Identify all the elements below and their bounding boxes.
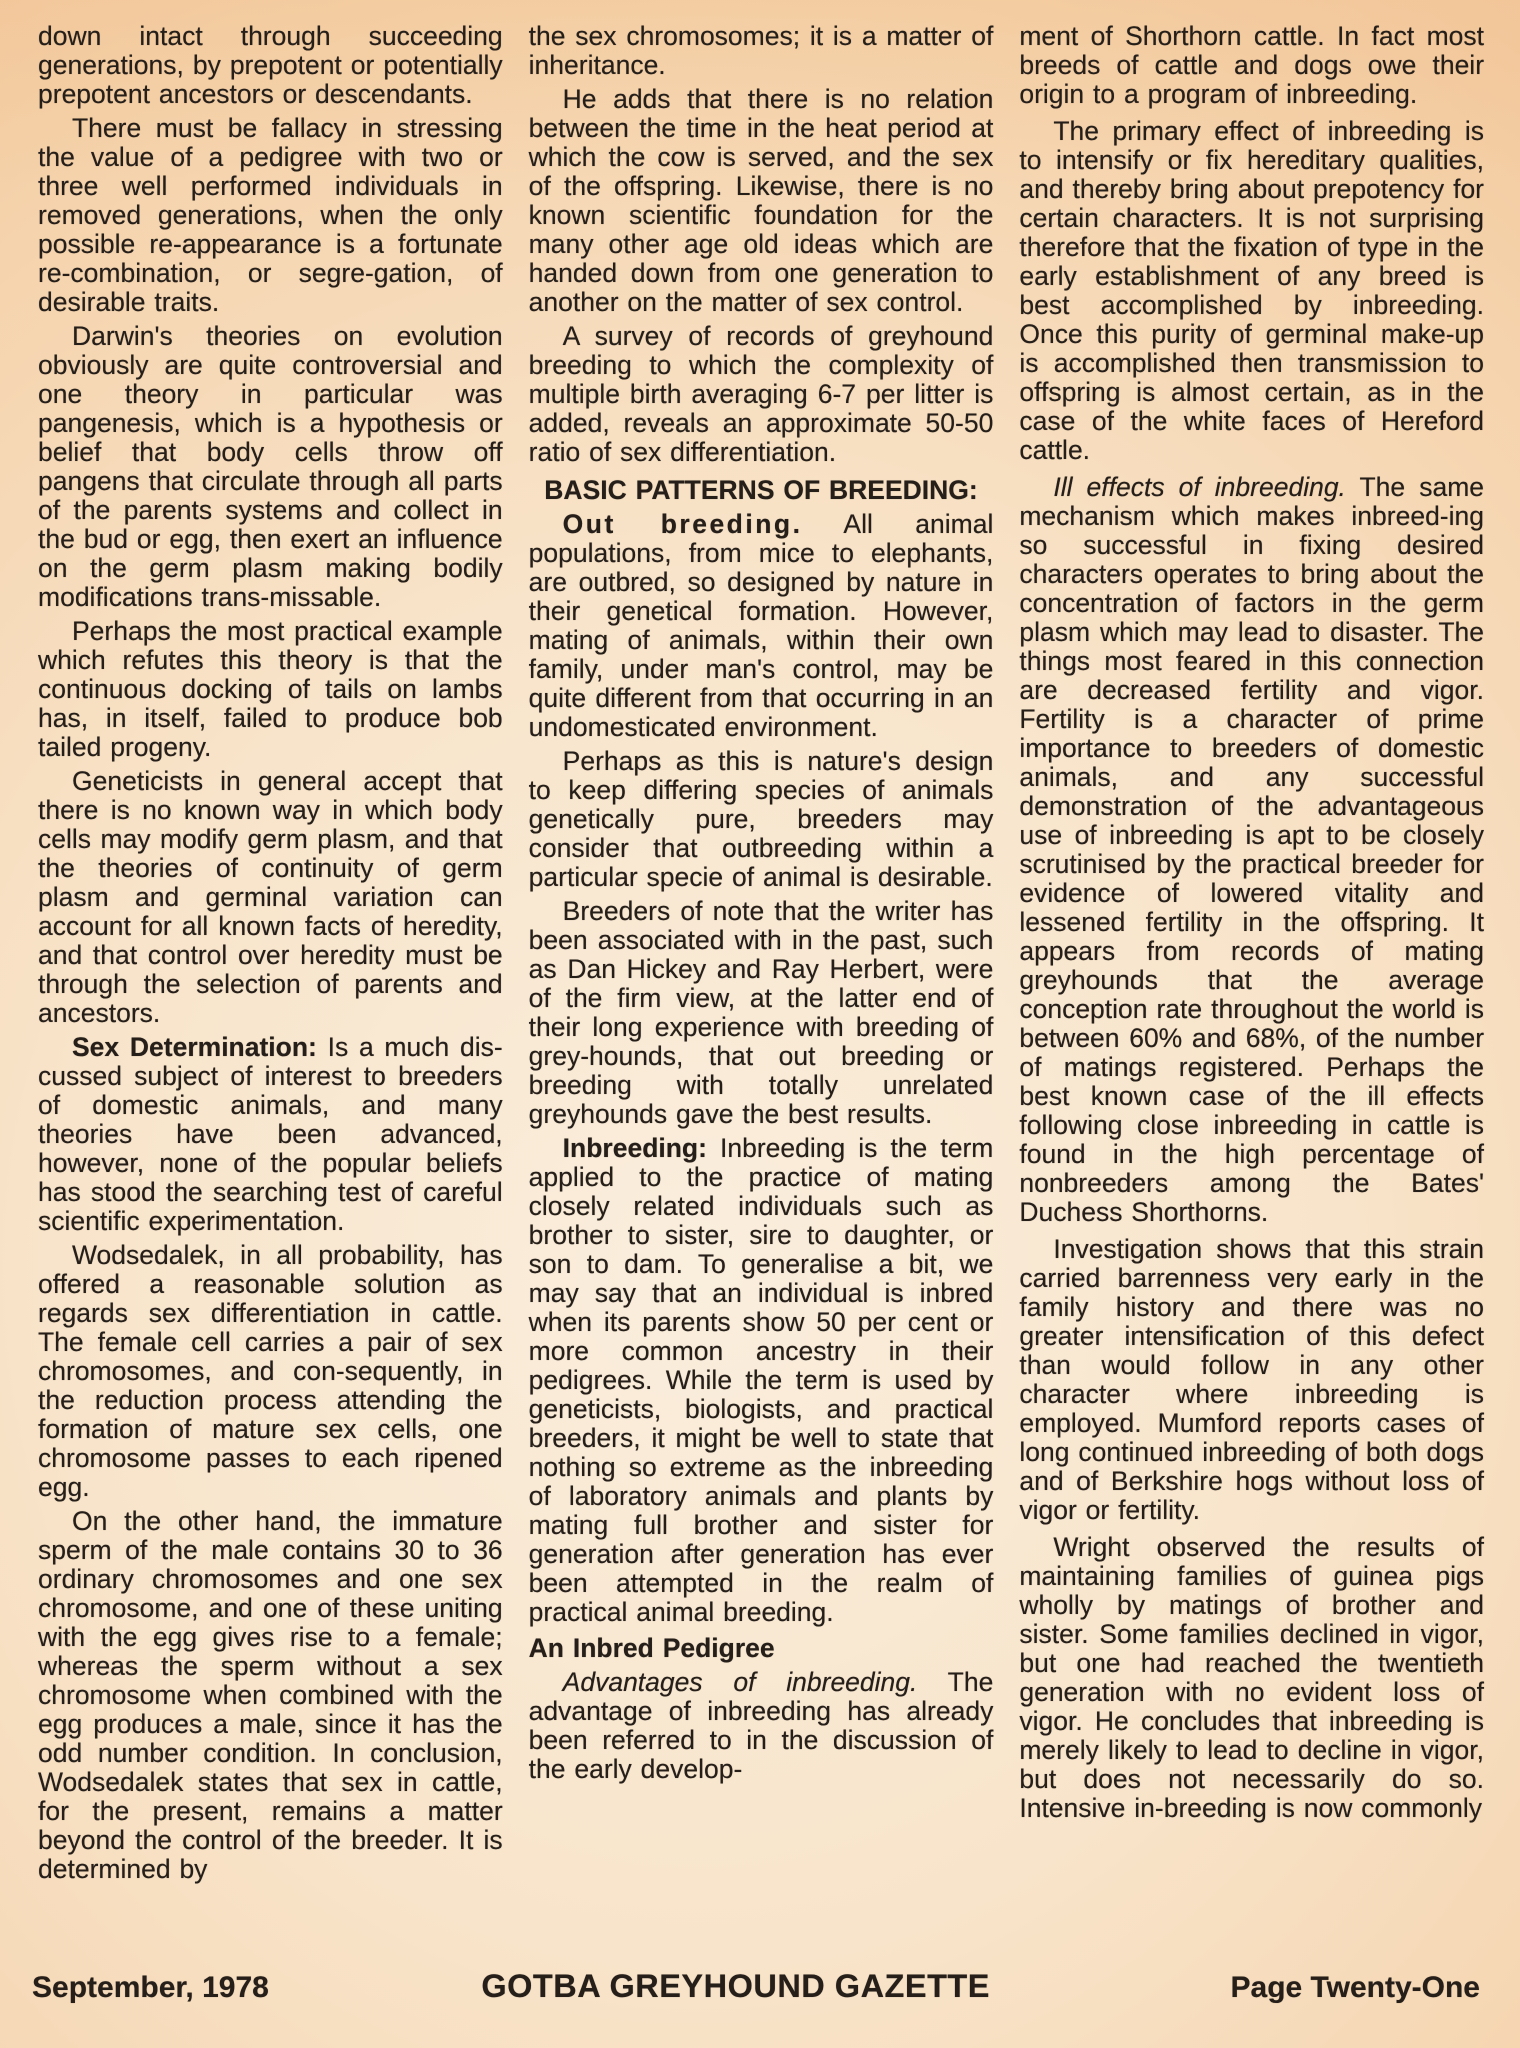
text-column-2 [529,22,994,1889]
footer-publication-title: GOTBA GREYHOUND GAZETTE [481,1968,990,2004]
page-footer [32,1968,1480,2005]
paragraph-text: The same mechanism which makes inbreed-ing so successful in fixing desired characters operates to bring about the concentration of factors in the germ plasm which may lead to disaster. The things most feared in this connection are decreased fertility and vigor. Fertility is a character of prime importance to breeders of domestic animals, and any successful demonstration of the advantageous use of inbreeding is apt to be closely scrutinised by the practical breeder for evidence of lowered vitality and lessened fertility in the offspring. It appears from records of mating greyhounds that the average conception rate throughout the world is between 60% and 68%, of the number of matings registered. Perhaps the best known case of the ill effects following close inbreeding in cattle is found in the high percentage of nonbreeders among the Bates' Duchess Shorthorns. [1019,472,1485,1227]
paragraph: down intact through succeeding generations, by prepotent or potentially prepotent ancestors or descendants. [38,21,503,109]
subsection-heading: An Inbred Pedigree [528,1633,775,1663]
paragraph-text: Inbreeding is the term applied to the practice of mating closely related individuals such as brother to sister, sire to daughter, or son to dam. To generalise a bit, we may say that an individual is inbred when its parents show 50 per cent or more common ancestry in their pedigrees. While the term is used by geneticists, biologists, and practical breeders, it might be well to state that nothing so extreme as the inbreeding of laboratory animals and plants by mating full brother and sister for generation after generation has ever been attempted in the realm of practical animal breeding. [528,1133,994,1627]
paragraph: ment of Shorthorn cattle. In fact most breeds of cattle and dogs owe their origin to a program of inbreeding. [1019,21,1485,109]
paragraph-text: All animal populations, from mice to elephants, are outbred, so designed by nature in their genetical formation. However, mating of animals, within their own family, under man's control, may be quite different from that occurring in an undomesticated environment. [528,509,994,742]
paragraph-sex-determination [38,1033,503,1236]
paragraph-out-breeding [529,510,994,742]
paragraph: Perhaps as this is nature's design to keep differing species of animals genetically pure, breeders may consider that outbreeding within a particular specie of animal is desirable. [528,746,994,892]
footer-page-number: Page Twenty-One [1230,1971,1480,2004]
paragraph: Investigation shows that this strain carried barrenness very early in the family history and there was no greater intensification of this defect than would follow in any other character where inbreeding is employed. Mumford reports cases of long continued inbreeding of both dogs and of Berkshire hogs without loss of vigor or fertility. [1019,1234,1485,1525]
text-column-1 [38,22,503,1889]
paragraph: Geneticists in general accept that there is no known way in which body cells may modify germ plasm, and that the theories of continuity of germ plasm and germinal variation can account for all known facts of heredity, and that control over heredity must be through the selection of parents and ancestors. [38,766,503,1028]
paragraph-text: The advantage of inbreeding has already been referred to in the discussion of the early develop- [528,1667,994,1784]
paragraph: He adds that there is no relation between the time in the heat period at which the cow is served, and the sex of the offspring. Likewise, there is no known scientific foundation for the many other age old ideas which are handed down from one generation to another on the matter of sex control. [528,84,994,317]
paragraph: Wodsedalek, in all probability, has offered a reasonable solution as regards sex differentiation in cattle. The female cell carries a pair of sex chromosomes, and con-sequently, in the reduction process attending the formation of mature sex cells, one chromosome passes to each ripened egg. [38,1240,503,1502]
paragraph: The primary effect of inbreeding is to intensify or fix hereditary qualities, and thereby bring about prepotency for certain characters. It is not surprising therefore that the fixation of type in the early establishment of any breed is best accomplished by inbreeding. Once this purity of germinal make-up is accomplished then transmission to offspring is almost certain, as in the case of the white faces of Hereford cattle. [1019,116,1485,465]
text-column-3 [1019,22,1484,1889]
paragraph: Wright observed the results of maintaining families of guinea pigs wholly by matings of brother and sister. Some families declined in vigor, but one had reached the twentieth generation with no evident loss of vigor. He concludes that inbreeding is merely likely to lead to decline in vigor, but does not necessarily do so. Intensive in-breeding is now commonly [1019,1532,1485,1823]
paragraph-inbreeding [529,1134,994,1627]
paragraph-lead: Inbreeding: [562,1133,707,1163]
paragraph: There must be fallacy in stressing the value of a pedigree with two or three well performed individuals in removed generations, when the only possible re-appearance is a fortunate re-combination, or segre-gation, of desirable traits. [38,113,503,317]
paragraph-advantages [529,1668,994,1784]
paragraph: the sex chromosomes; it is a matter of inheritance. [528,21,994,80]
paragraph: Perhaps the most practical example which refutes this theory is that the continuous docking of tails on lambs has, in itself, failed to produce bob tailed progeny. [38,616,503,762]
paragraph-text: Is a much dis-cussed subject of interest to breeders of domestic animals, and many theories have been advanced, however, none of the popular beliefs has stood the searching test of careful scientific experimentation. [38,1032,503,1236]
paragraph: Darwin's theories on evolution obviously are quite controversial and one theory in particular was pangenesis, which is a hypothesis or belief that body cells throw off pangens that circulate through all parts of the parents systems and collect in the bud or egg, then exert an influence on the germ plasm making bodily modifications trans-missable. [38,321,503,612]
section-heading: BASIC PATTERNS OF BREEDING: [544,475,978,505]
paragraph-lead: Advantages of inbreeding. [562,1667,918,1697]
paragraph: A survey of records of greyhound breeding to which the complexity of multiple birth averaging 6-7 per litter is added, reveals an approximate 50-50 ratio of sex differentiation. [528,321,994,467]
paragraph: Breeders of note that the writer has been associated with in the past, such as Dan Hickey and Ray Herbert, were of the firm view, at the latter end of their long experience with breeding of grey-hounds, that out breeding or breeding with totally unrelated greyhounds gave the best results. [528,896,994,1129]
paragraph-lead: Sex Determination: [72,1032,317,1062]
paragraph-lead: Out breeding. [562,509,803,539]
paragraph-lead: Ill effects of inbreeding. [1053,472,1346,502]
paragraph-ill-effects [1019,473,1484,1227]
paragraph: On the other hand, the immature sperm of the male contains 30 to 36 ordinary chromosomes and one sex chromosome, and one of these uniting with the egg gives rise to a female; whereas the sperm without a sex chromosome when combined with the egg produces a male, since it has the odd number condition. In conclusion, Wodsedalek states that sex in cattle, for the present, remains a matter beyond the control of the breeder. It is determined by [38,1506,503,1884]
article-body [38,22,1484,1889]
footer-date: September, 1978 [32,1971,269,2004]
